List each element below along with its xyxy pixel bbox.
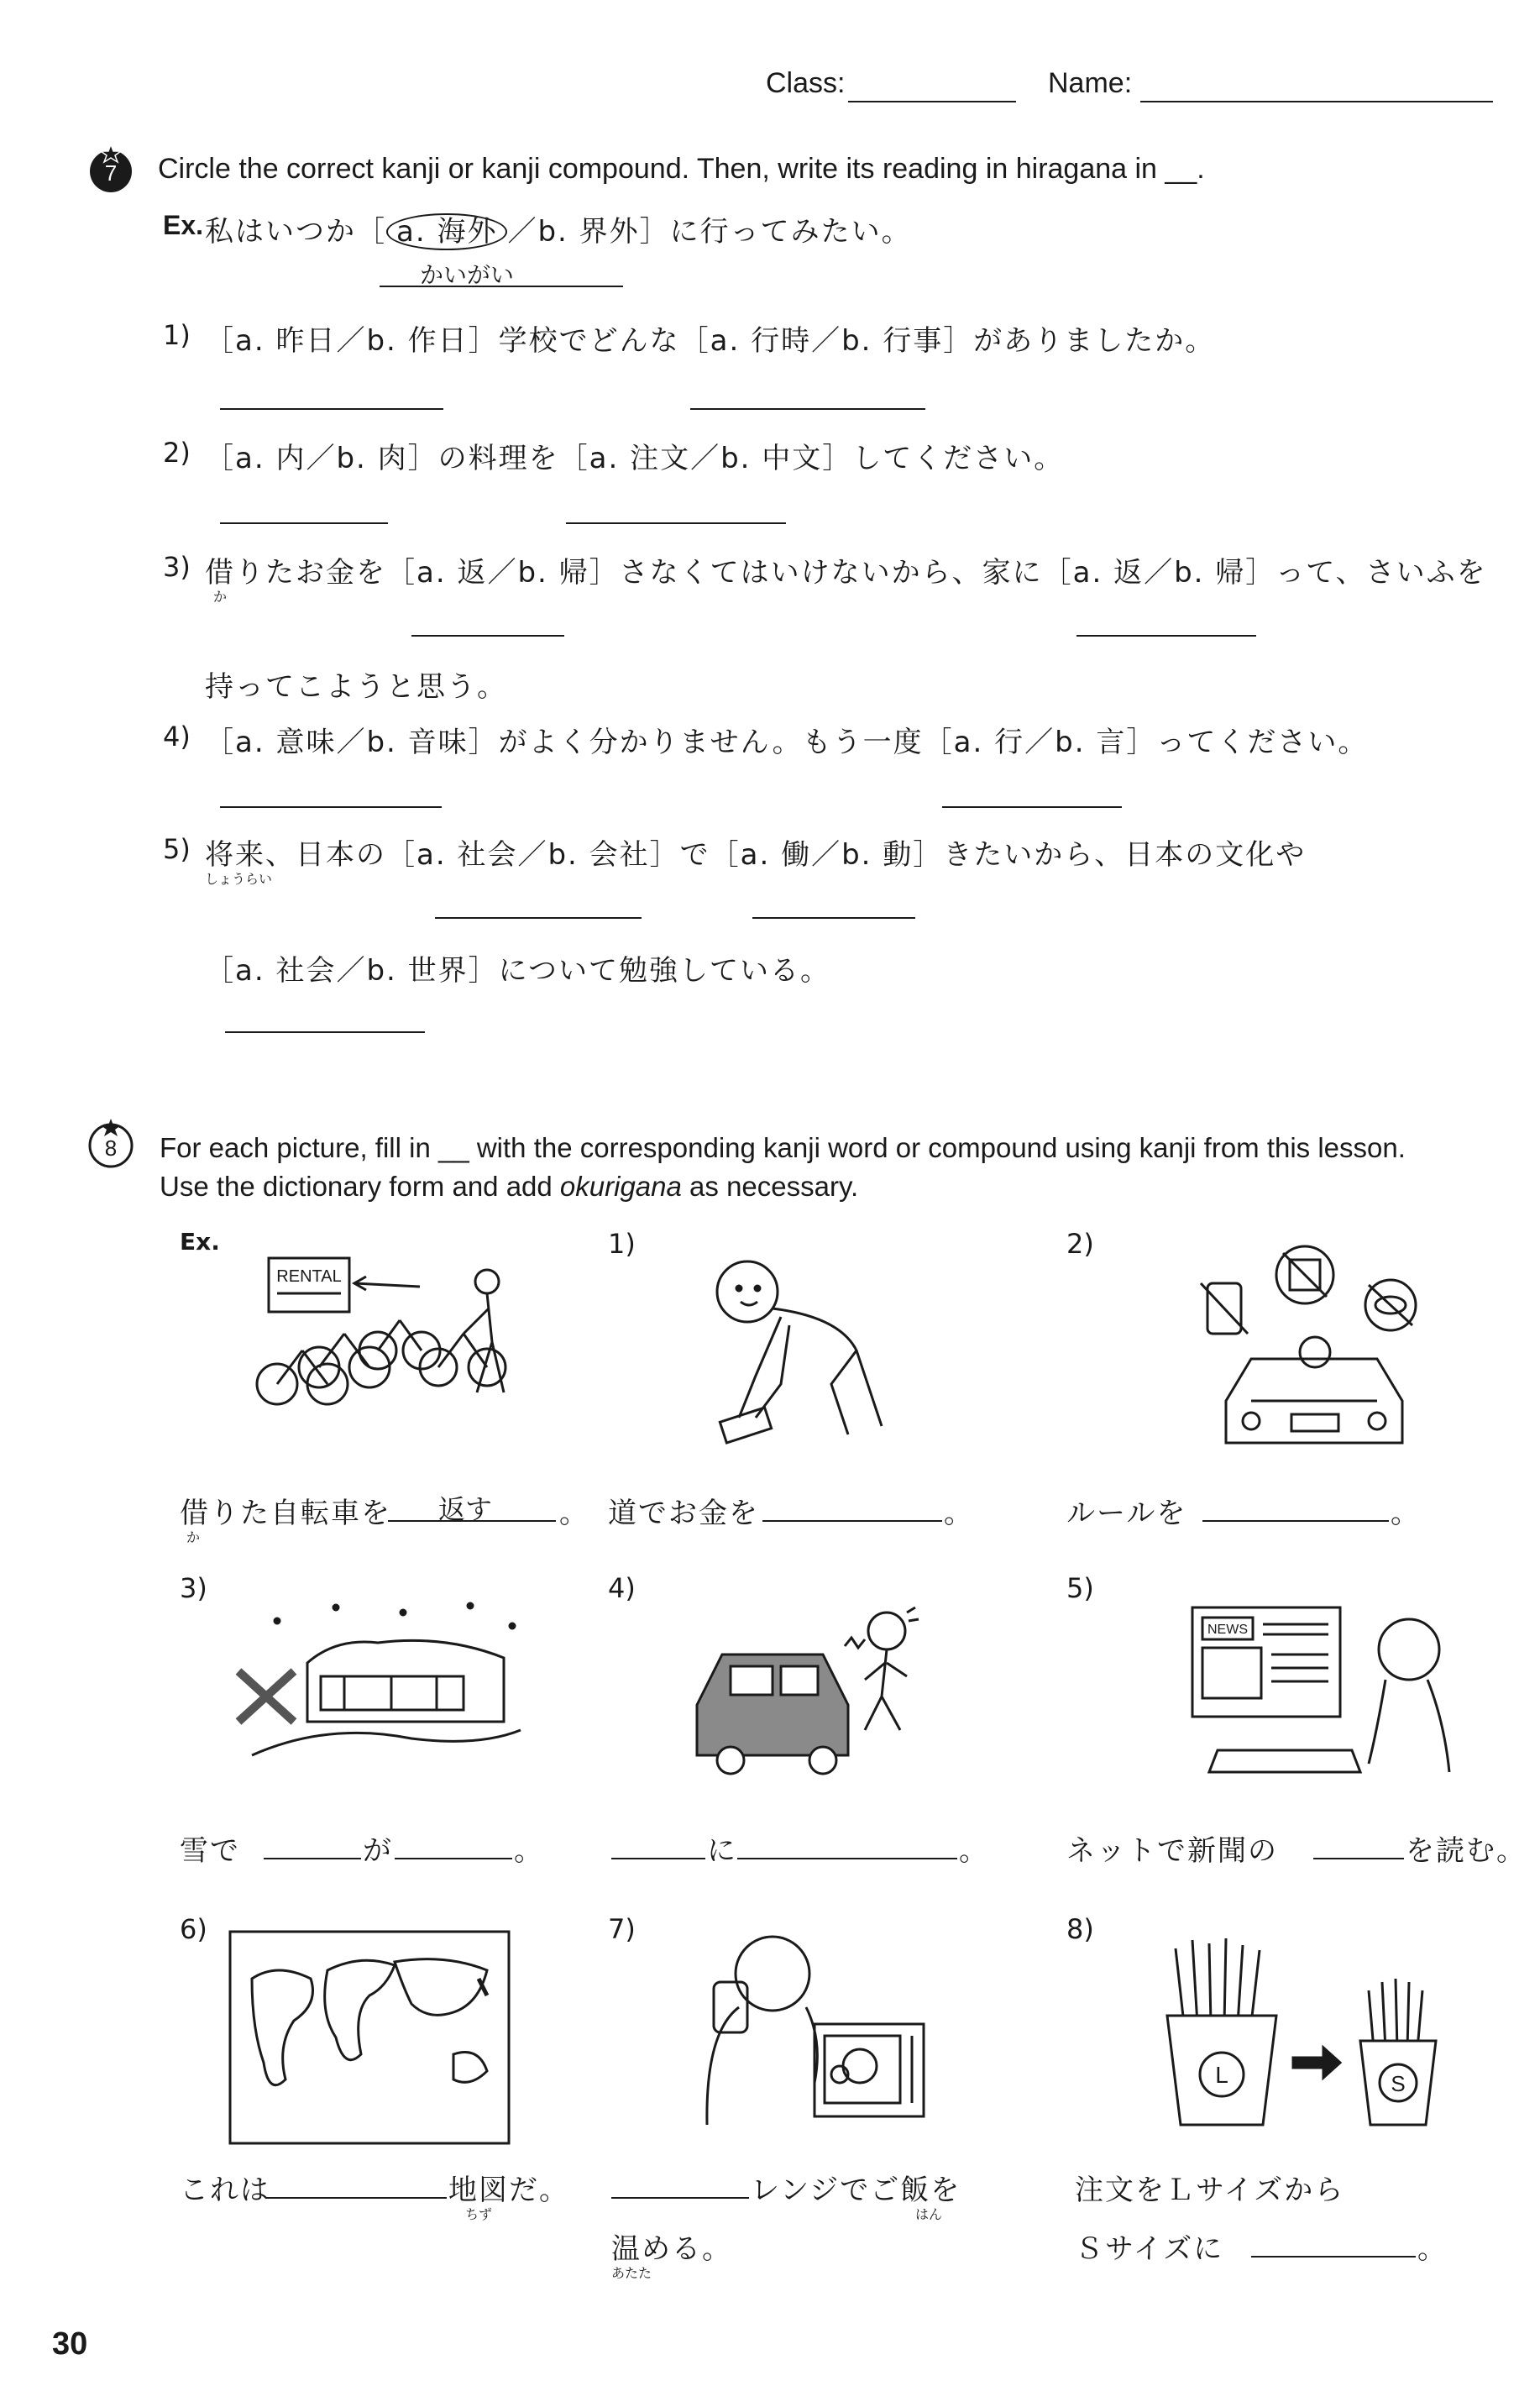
ex7-item-2-text: ［a. 内／b. 肉］の料理を［a. 注文／b. 中文］してください。 [205,442,1065,475]
ex8-item-2-number: 2) [1066,1228,1094,1260]
car-and-person-picture [680,1596,924,1789]
ex7-item-3-blank-a[interactable] [411,635,564,637]
ex8-item-4-period: 。 [959,1834,989,1868]
svg-text:S: S [1391,2071,1406,2096]
ex8-item-7-blank[interactable] [611,2197,749,2199]
star-badge-icon [87,1117,134,1169]
ex8-item-8-number: 8) [1066,1913,1094,1945]
ex7-item-4-number: 4) [163,721,191,753]
circled-answer: a. 海外 [386,213,507,250]
microwave-picture [689,1932,932,2133]
ex7-item-3-furigana: か [213,589,228,605]
ex8-item-2-caption: ルールを [1066,1497,1187,1530]
ex7-item-5-blank-b[interactable] [752,917,915,919]
svg-text:8: 8 [104,1135,118,1161]
ex8-item-7-caption: レンジでご飯を [751,2174,961,2207]
ex8-item-3-blank-b[interactable] [395,1858,512,1859]
ex7-item-5-blank-c[interactable] [225,1031,425,1033]
ex8-item-1-period: 。 [944,1497,974,1530]
world-map-picture [227,1928,512,2147]
ex7-item-3-blank-b[interactable] [1076,635,1256,637]
fries-picture [1159,1932,1453,2133]
ex7-item-5-number: 5) [163,833,191,865]
class-label: Class: [766,67,846,99]
ex8-item-6-post: 地図だ。 [448,2174,569,2207]
ex7-item-2-number: 2) [163,437,191,469]
class-field[interactable] [848,101,1016,102]
svg-text:NEWS: NEWS [1207,1623,1248,1637]
ex8-item-8-caption-line1: 注文をＬサイズから [1075,2174,1345,2207]
ex8-item-7-furigana2: あたた [611,2265,652,2281]
ex8-item-7-number: 7) [608,1913,636,1945]
ex7-item-1-blank-a[interactable] [220,408,443,410]
ex8-item-1-caption: 道でお金を [608,1497,759,1530]
svg-text:7: 7 [104,160,118,186]
ex8-item-2-blank[interactable] [1202,1520,1389,1522]
page-number: 30 [52,2326,88,2362]
ex8-item-3-period: 。 [514,1834,544,1868]
name-field[interactable] [1140,101,1493,102]
ex7-item-1-text: ［a. 昨日／b. 作日］学校でどんな［a. 行時／b. 行事］がありましたか。 [205,324,1216,358]
ex7-item-4-blank-a[interactable] [220,806,442,808]
ex8-item-4-number: 4) [608,1572,636,1604]
ex8-item-1-number: 1) [608,1228,636,1260]
ex8-item-4-mid: に [707,1834,737,1868]
ex8-item-3-number: 3) [180,1572,207,1604]
ex8-instruction-1: For each picture, fill in __ with the corresponding kanji word or compound using kanji from this lesson. [160,1132,1406,1163]
ex7-example-reading: かいがい [420,261,515,289]
ex8-item-6-furigana: ちず [465,2206,493,2222]
ex8-item-8-blank[interactable] [1251,2256,1416,2258]
ex7-item-5-blank-a[interactable] [435,917,642,919]
ex8-item-3-blank-a[interactable] [264,1858,361,1859]
driver-car-picture [1192,1241,1444,1460]
ex8-ex-period: 。 [559,1497,589,1530]
ex7-item-4-text: ［a. 意味／b. 音味］がよく分かりません。もう一度［a. 行／b. 言］ってください。 [205,726,1369,759]
rental-bikes-picture [244,1250,529,1426]
news-computer-picture [1184,1596,1461,1789]
ex8-item-2-period: 。 [1391,1497,1421,1530]
ex8-item-1-blank[interactable] [762,1520,942,1522]
ex7-item-3-text: 借りたお金を［a. 返／b. 帰］さなくてはいけないから、家に［a. 返／b. 帰］って、さいふを [205,556,1487,590]
ex7-item-3-number: 3) [163,551,191,583]
ex8-item-4-blank-b[interactable] [737,1858,957,1859]
ex8-item-3-mid: が [363,1834,393,1868]
ex7-item-2-blank-a[interactable] [220,522,388,524]
ex8-item-4-blank-a[interactable] [611,1858,705,1859]
ex8-item-8-period: 。 [1417,2232,1448,2266]
ex8-item-6-blank[interactable] [265,2197,447,2199]
snow-train-picture [227,1596,537,1764]
ex8-item-5-post: を読む。 [1406,1834,1527,1868]
ex8-item-8-caption-line2: Ｓサイズに [1075,2232,1224,2266]
ex7-item-2-blank-b[interactable] [566,522,786,524]
ex7-example-label: Ex. [163,210,204,240]
ex7-item-5-text: 将来、日本の［a. 社会／b. 会社］で［a. 働／b. 動］きたいから、日本の文化や [205,838,1307,872]
ex8-item-6-caption: これは [180,2174,270,2207]
ex8-item-5-number: 5) [1066,1572,1094,1604]
ex8-item-7-caption-line2: 温める。 [611,2232,732,2266]
ex8-ex-caption: 借りた自転車を [180,1497,391,1530]
ex8-ex-number: Ex. [180,1228,220,1256]
ex7-item-1-blank-b[interactable] [690,408,925,410]
ex7-item-5-furigana: しょうらい [205,871,273,887]
name-label: Name: [1048,67,1133,99]
ex7-item-4-blank-b[interactable] [942,806,1122,808]
ex8-item-6-number: 6) [180,1913,207,1945]
star-badge-icon [87,143,134,195]
ex8-item-7-furigana: はん [915,2206,943,2222]
ex8-ex-furigana: か [186,1529,201,1545]
ex8-item-5-blank[interactable] [1313,1858,1404,1859]
svg-text:RENTAL: RENTAL [276,1267,342,1286]
ex7-example-sentence: 私はいつか［ a. 海外 ／b. 界外］に行ってみたい。 [205,215,912,249]
ex8-instruction-2: Use the dictionary form and add okurigana as necessary. [160,1171,859,1202]
ex7-item-1-number: 1) [163,319,191,351]
ex8-item-3-caption: 雪で [180,1834,240,1868]
svg-text:L: L [1215,2062,1228,2088]
ex8-ex-answer: 返す [438,1493,493,1525]
picking-up-money-picture [689,1250,898,1451]
ex7-item-3-text-line2: 持ってこようと思う。 [205,670,507,704]
ex8-item-5-caption: ネットで新聞の [1066,1834,1278,1868]
ex7-instruction: Circle the correct kanji or kanji compound. Then, write its reading in hiragana in __. [158,153,1205,185]
ex7-item-5-text-line2: ［a. 社会／b. 世界］について勉強している。 [205,954,830,988]
